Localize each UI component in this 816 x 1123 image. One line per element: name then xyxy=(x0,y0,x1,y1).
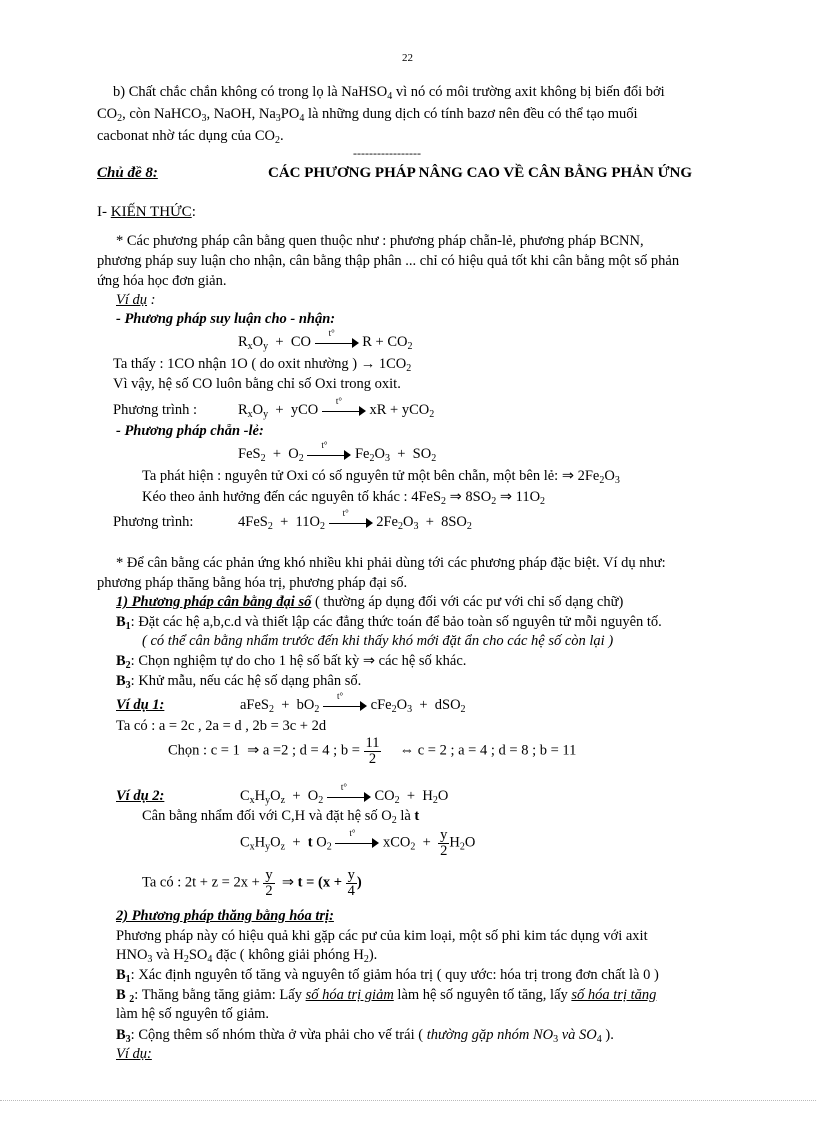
example2-label: Ví dụ 2: xyxy=(116,788,165,804)
method1-general-equation: $R_xO_y$ + yCO t° xR + yCO$_2$ xyxy=(238,395,435,420)
reaction-arrow: t° xyxy=(323,700,367,712)
example2-equation: $C_xH_yO_z + O_2$ t° $CO_2 + H_2O$ xyxy=(240,781,449,806)
para2-line-1: * Để cân bằng các phản ứng khó nhiều khi phải dùng tới các phương pháp đặc biệt. Ví dụ như: xyxy=(116,555,666,571)
algebra-step-1-note: ( có thể cân bằng nhẩm trước đến khi thấy khó mới đặt ẩn cho các hệ số còn lại ) xyxy=(142,633,614,649)
redox-step-1: $B_1$: Xác định nguyên tố tăng và nguyên tố giảm hóa trị ( quy ước: hóa trị trong đơn chất là 0 ) xyxy=(116,967,659,985)
method1-note-2: Vì vậy, hệ số CO luôn bằng chỉ số Oxi trong oxit. xyxy=(113,376,401,392)
reaction-arrow: t° xyxy=(335,837,379,849)
intro-line-3: cacbonat nhờ tác dụng của $CO_2$. xyxy=(97,128,284,146)
redox-step-2: B $_2$: Thăng bằng tăng giảm: Lấy số hóa trị giảm làm hệ số nguyên tố tăng, lấy số hóa trị tăng xyxy=(116,987,657,1005)
redox-heading: 2) Phương pháp thăng bằng hóa trị: xyxy=(116,908,334,924)
example1-label: Ví dụ 1: xyxy=(116,697,165,713)
algebra-heading: 1) Phương pháp cân bằng đại số ( thường áp dụng đối với các pư với chỉ số dạng chữ) xyxy=(116,594,624,610)
topic-label: Chủ đề 8: xyxy=(97,165,158,181)
fraction: $\frac{y}{4}$ xyxy=(347,867,355,899)
algebra-step-2: $B_2$: Chọn nghiệm tự do cho 1 hệ số bất kỳ ⇒ các hệ số khác. xyxy=(116,653,467,671)
redox-step-2-cont: làm hệ số nguyên tố giảm. xyxy=(116,1006,270,1022)
method2-equation: $FeS_2 + O_2$ t° $Fe_2O_3 + SO_2$ xyxy=(238,439,437,464)
para1-line-3: ứng hóa học đơn giản. xyxy=(97,273,227,289)
topic-title: CÁC PHƯƠNG PHÁP NÂNG CAO VỀ CÂN BẰNG PHẢN ỨNG xyxy=(268,165,693,181)
page-bottom-border xyxy=(0,1100,816,1101)
intro-line-1: b) Chất chắc chắn không có trong lọ là NaHSO$_4$ vì nó có môi trường axit không bị biến đổi bởi xyxy=(113,84,665,102)
method1-title: - Phương pháp suy luận cho - nhận: xyxy=(116,311,336,327)
example2-balanced: $C_xH_yO_z + t$ $O_2$ t° xCO$_2$ + $\frac{y}{2}$ $H_2O$ xyxy=(240,827,476,859)
example1-solution: Chọn : c = 1 ⇒ a =2 ; d = 4 ; b = $\frac{11}{2}$ ⇔ c = 2 ; a = 4 ; d = 8 ; b = 11 xyxy=(168,735,577,767)
method1-equation: $R_xO_y$ + CO t° $R + CO_2$ xyxy=(238,327,413,352)
redox-line-1: Phương pháp này có hiệu quả khi gặp các pư của kim loại, một số phi kim tác dụng với axit xyxy=(116,928,648,944)
reaction-arrow: t° xyxy=(307,449,351,461)
example1-equation: aFeS$_2$ + $bO_2$ t° $cFe_2O_3 + dSO_2$ xyxy=(240,690,466,715)
intro-line-2: $CO_2$, còn NaHCO$_3$, NaOH, $Na_3PO_4$ là những dung dịch có tính bazơ nên đều có thể tạo muối xyxy=(97,106,638,124)
algebra-step-1: $B_1$: Đặt các hệ a,b,c.d và thiết lập các đẳng thức toán để bảo toàn số nguyên tử mỗi nguyên tố. xyxy=(116,614,662,632)
method2-note-2: Kéo theo ảnh hưởng đến các nguyên tố khác : 4FeS$_2$ ⇒ $8SO_2$ ⇒ $11O_2$ xyxy=(142,489,546,507)
method1-note-1: Ta thấy : 1CO nhận 1O ( do oxit nhường ) → $1CO_2$ xyxy=(113,356,412,374)
page-number: 22 xyxy=(402,52,413,64)
fraction: $\frac{y}{2}$ xyxy=(440,827,448,859)
para1-line-2: phương pháp suy luận cho nhận, cân bằng thập phân ... chỉ có hiệu quả tốt khi cân bằng một số phản xyxy=(97,253,680,269)
fraction: $\frac{11}{2}$ xyxy=(365,735,380,767)
redox-line-2: $HNO_3$ và $H_2SO_4$ đặc ( không giải phóng $H_2$). xyxy=(116,947,378,965)
para2-line-2: phương pháp thăng bằng hóa trị, phương pháp đại số. xyxy=(97,575,408,591)
example2-result: Ta có : 2t + z = 2x + $\frac{y}{2}$ ⇒ t = (x + $\frac{y}{4}$ ) xyxy=(142,867,362,899)
separator: ----------------- xyxy=(353,146,421,160)
example-label: Ví dụ : xyxy=(116,292,156,308)
para1-line-1: * Các phương pháp cân bằng quen thuộc như : phương pháp chẵn-lẻ, phương pháp BCNN, xyxy=(116,233,644,249)
redox-example-label: Ví dụ: xyxy=(116,1046,152,1062)
reaction-arrow: t° xyxy=(315,337,359,349)
method2-title: - Phương pháp chẵn -lẻ: xyxy=(116,423,264,439)
reaction-arrow: t° xyxy=(327,791,371,803)
fraction: $\frac{y}{2}$ xyxy=(265,867,273,899)
algebra-step-3: $B_3$: Khử mẫu, nếu các hệ số dạng phân số. xyxy=(116,673,362,691)
method2-equation-label: Phương trình: xyxy=(113,514,194,530)
redox-step-3: $B_3$: Cộng thêm số nhóm thừa ở vừa phải cho vế trái ( thường gặp nhóm $NO_3$ và $SO_4$ ). xyxy=(116,1027,614,1045)
method2-balanced-equation: $4FeS_2 + 11O_2$ t° $2Fe_2O_3 + 8SO_2$ xyxy=(238,507,472,532)
reaction-arrow: t° xyxy=(322,405,366,417)
example1-system: Ta có : a = 2c , 2a = d , 2b = 3c + 2d xyxy=(116,718,327,734)
method2-note-1: Ta phát hiện : nguyên tử Oxi có số nguyên tử một bên chẵn, một bên lẻ: ⇒ $2Fe_2O_3$ xyxy=(142,468,620,486)
method1-equation-label: Phương trình : xyxy=(113,402,198,418)
section-heading: I- KIẾN THỨC: xyxy=(97,204,196,220)
example2-note: Cân bằng nhẩm đối với C,H và đặt hệ số $O_2$ là t xyxy=(142,808,420,826)
reaction-arrow: t° xyxy=(329,517,373,529)
